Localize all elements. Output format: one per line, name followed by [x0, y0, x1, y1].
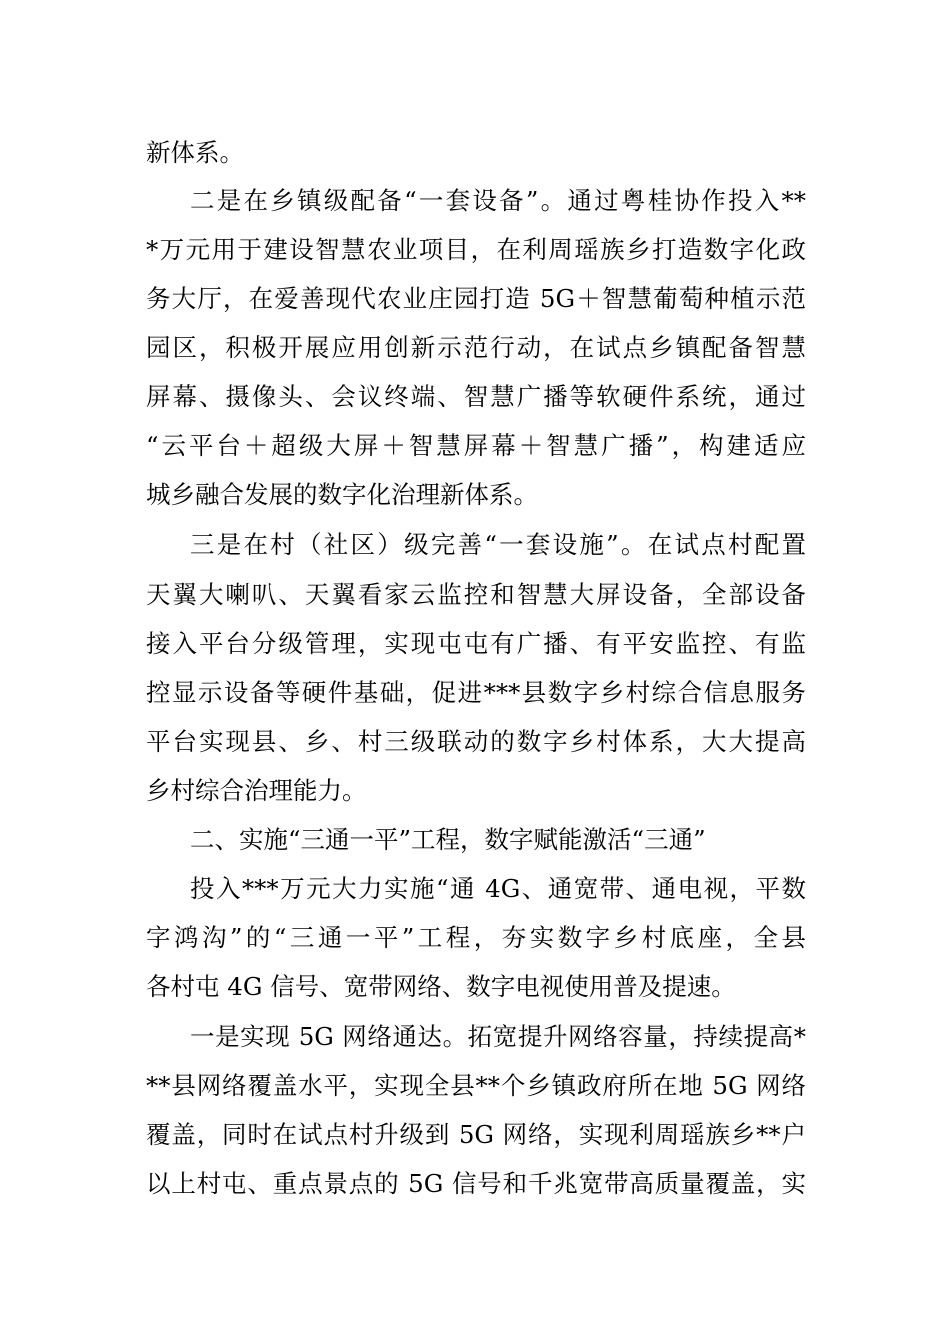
section-heading: 二、实施“三通一平”工程，数字赋能激活“三通” [190, 825, 706, 854]
text-line: 覆盖，同时在试点村升级到 5G 网络，实现利周瑶族乡**户 [146, 1120, 806, 1149]
text-line: 园区，积极开展应用创新示范行动，在试点乡镇配备智慧 [146, 333, 806, 362]
text-line: 平台实现县、乡、村三级联动的数字乡村体系，大大提高 [146, 727, 806, 756]
text-line: 屏幕、摄像头、会议终端、智慧广播等软硬件系统，通过 [146, 382, 806, 411]
text-line: 各村屯 4G 信号、宽带网络、数字电视使用普及提速。 [146, 972, 736, 1001]
text-line: *万元用于建设智慧农业项目，在利周瑶族乡打造数字化政 [146, 235, 806, 264]
text-line: 字鸿沟”的“三通一平”工程，夯实数字乡村底座，全县 [146, 923, 806, 952]
text-line: 控显示设备等硬件基础，促进***县数字乡村综合信息服务 [146, 678, 806, 707]
text-line: 新体系。 [146, 138, 244, 167]
text-line: 城乡融合发展的数字化治理新体系。 [146, 480, 538, 509]
text-line: 二是在乡镇级配备“一套设备”。通过粤桂协作投入** [190, 186, 806, 215]
text-line: 接入平台分级管理，实现屯屯有广播、有平安监控、有监 [146, 629, 806, 658]
text-line: 乡村综合治理能力。 [146, 776, 367, 805]
text-line: 一是实现 5G 网络通达。拓宽提升网络容量，持续提高* [190, 1022, 806, 1051]
text-line: 投入***万元大力实施“通 4G、通宽带、通电视，平数 [190, 874, 806, 903]
text-line: 三是在村（社区）级完善“一套设施”。在试点村配置 [190, 530, 806, 559]
text-line: “云平台＋超级大屏＋智慧屏幕＋智慧广播”，构建适应 [146, 431, 806, 460]
text-line: **县网络覆盖水平，实现全县**个乡镇政府所在地 5G 网络 [146, 1071, 806, 1100]
text-line: 天翼大喇叭、天翼看家云监控和智慧大屏设备，全部设备 [146, 580, 806, 609]
text-line: 以上村屯、重点景点的 5G 信号和千兆宽带高质量覆盖，实 [146, 1169, 806, 1198]
text-line: 务大厅，在爱善现代农业庄园打造 5G＋智慧葡萄种植示范 [146, 284, 806, 313]
